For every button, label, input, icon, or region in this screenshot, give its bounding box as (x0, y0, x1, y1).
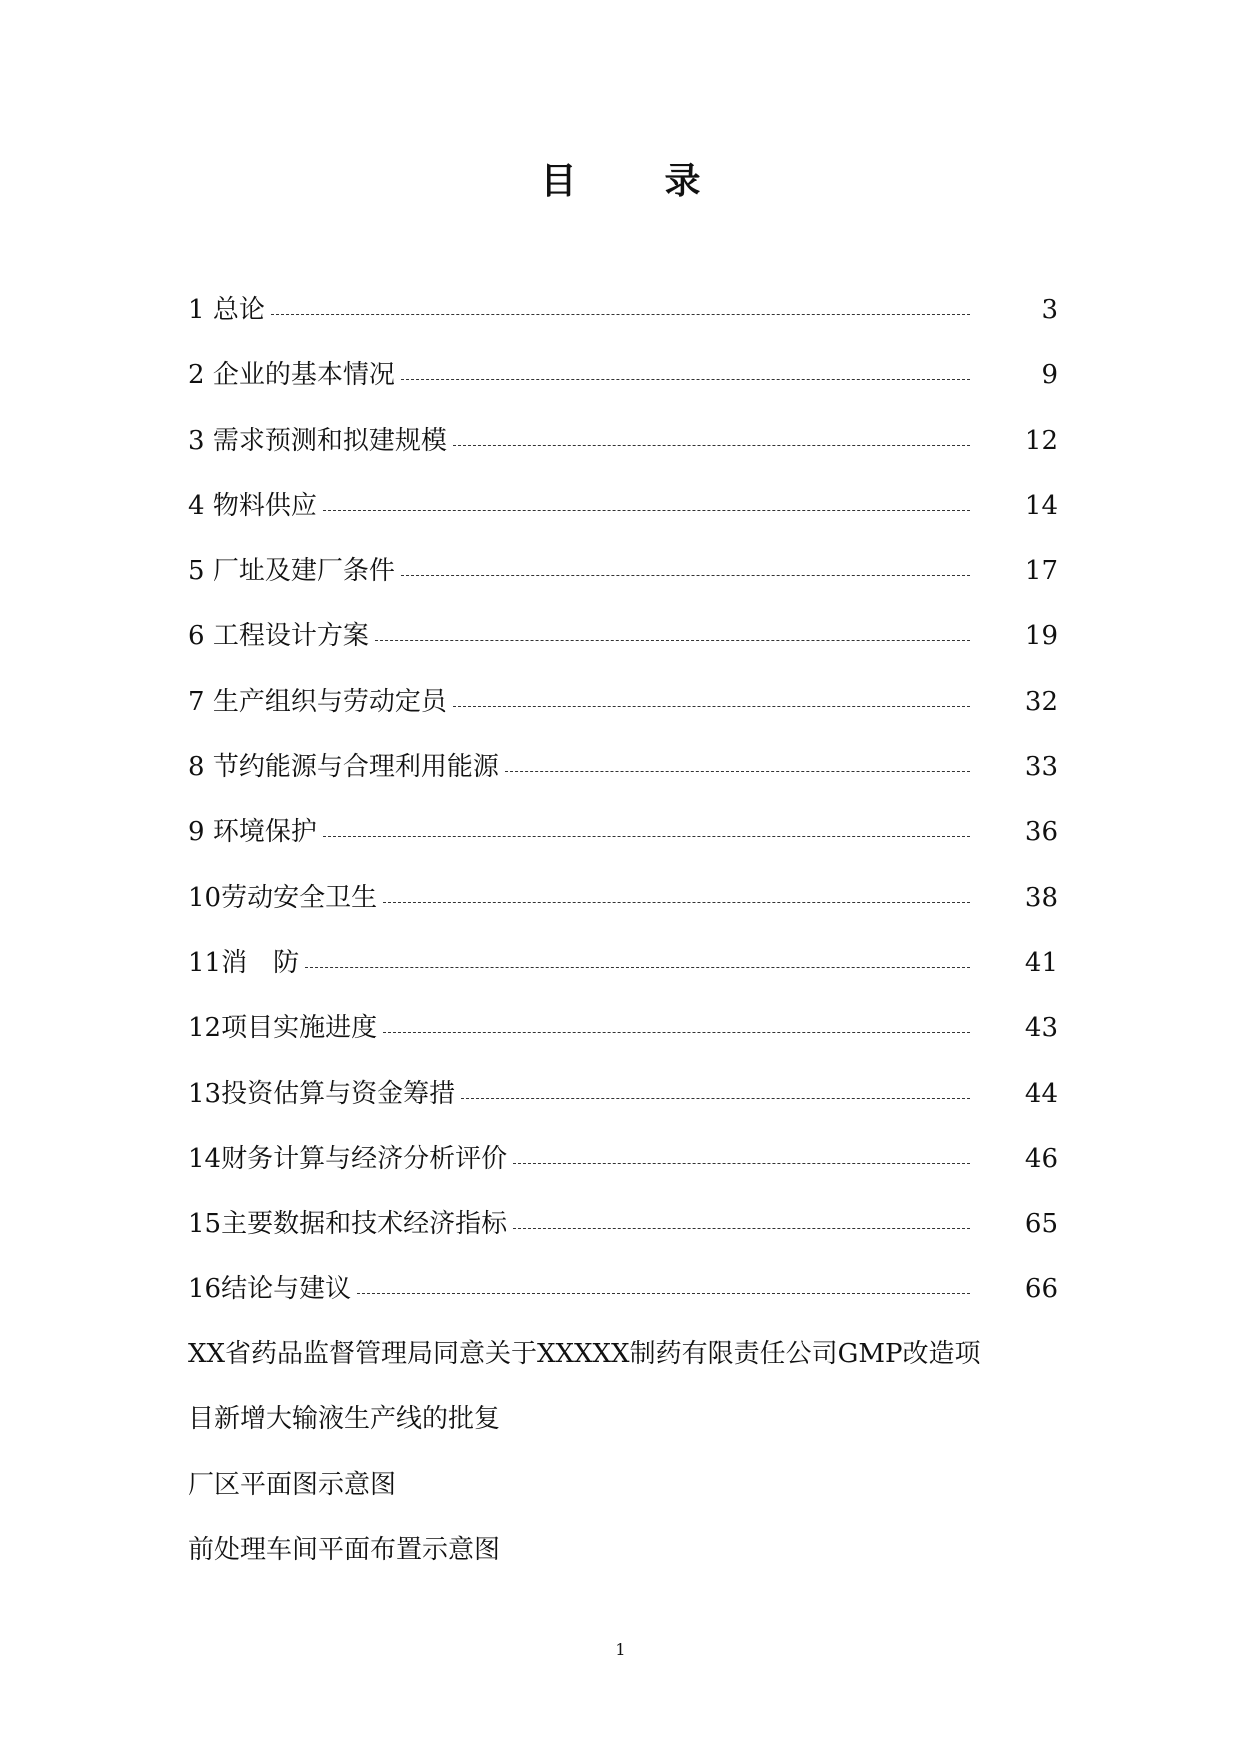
toc-dot-leader (375, 640, 970, 641)
toc-dot-leader (461, 1098, 970, 1099)
toc-entry-page: 33 (1024, 752, 1058, 783)
toc-entry-page: 12 (1024, 425, 1058, 456)
toc-dot-leader (401, 379, 970, 380)
toc-entry[interactable] (188, 1008, 1058, 1073)
toc-entry[interactable] (188, 1204, 1058, 1269)
toc-dot-leader (513, 1228, 970, 1229)
title-char-1: 目 (540, 161, 577, 202)
toc-entry-title: 结论与建议 (221, 1274, 352, 1305)
toc-entry[interactable] (188, 616, 1058, 681)
toc-dot-leader (453, 445, 970, 446)
toc-entry-number: 10 (188, 882, 222, 913)
toc-entry-number: 15 (188, 1209, 222, 1240)
toc-entry[interactable] (188, 1139, 1058, 1204)
toc-entry-title: 消 防 (221, 947, 300, 978)
toc-dot-leader (323, 510, 970, 511)
toc-entry[interactable] (188, 486, 1058, 551)
toc-entry[interactable] (188, 747, 1058, 812)
page-title (0, 162, 1241, 202)
toc-entry[interactable] (188, 551, 1058, 616)
toc-entry-number: 5 (188, 556, 213, 587)
toc-entry-number: 6 (188, 621, 213, 652)
toc-entry-page: 32 (1024, 686, 1058, 717)
toc-entry-title: 项目实施进度 (221, 1013, 378, 1044)
toc-entry-title: 物料供应 (212, 490, 317, 521)
toc-entry-title: 财务计算与经济分析评价 (221, 1143, 508, 1174)
toc-entry-number: 12 (188, 1013, 222, 1044)
toc-dot-leader (505, 771, 970, 772)
toc-entry-page: 3 (1041, 295, 1058, 325)
toc-entry-title: 劳动安全卫生 (221, 882, 378, 913)
appendix-line: 目新增大输液生产线的批复 (188, 1404, 501, 1435)
toc-entry-title: 生产组织与劳动定员 (212, 686, 447, 717)
toc-entry[interactable] (188, 290, 1058, 355)
toc-entry-page: 43 (1024, 1013, 1058, 1044)
toc-entry[interactable] (188, 943, 1058, 1008)
toc-dot-leader (383, 902, 970, 903)
toc-entry-title: 投资估算与资金筹措 (221, 1078, 456, 1109)
toc-entry-title: 环境保护 (212, 817, 317, 848)
toc-entry-number: 4 (188, 490, 213, 521)
toc-entry-title: 主要数据和技术经济指标 (221, 1209, 508, 1240)
toc-entry-number: 14 (188, 1143, 222, 1174)
appendix-line: 前处理车间平面布置示意图 (188, 1534, 501, 1565)
appendix-list (188, 1334, 1068, 1595)
toc-dot-leader (401, 575, 970, 576)
toc-dot-leader (513, 1163, 970, 1164)
toc-entry-page: 44 (1024, 1078, 1058, 1109)
toc-entry-page: 65 (1024, 1209, 1058, 1240)
toc-entry[interactable] (188, 1074, 1058, 1139)
toc-entry-page: 41 (1024, 947, 1058, 978)
toc-entry-number: 11 (188, 947, 222, 978)
toc-entry-title: 企业的基本情况 (212, 360, 395, 391)
toc-entry-title: 厂址及建厂条件 (212, 556, 395, 587)
toc-entry-number: 9 (188, 817, 213, 848)
toc-entry-number: 3 (188, 425, 213, 456)
toc-entry-page: 38 (1024, 882, 1058, 913)
appendix-line: XX省药品监督管理局同意关于XXXXX制药有限责任公司GMP改造项 (188, 1339, 981, 1369)
toc-entry-page: 19 (1024, 621, 1058, 652)
toc-entry-title: 节约能源与合理利用能源 (212, 752, 499, 783)
toc-entry-page: 9 (1041, 360, 1058, 391)
toc-entry-page: 14 (1024, 490, 1058, 521)
toc-dot-leader (357, 1293, 970, 1294)
page-number: 1 (615, 1640, 626, 1659)
toc-entry-title: 需求预测和拟建规模 (212, 425, 447, 456)
toc-entry-page: 46 (1024, 1143, 1058, 1174)
toc-dot-leader (383, 1032, 970, 1033)
toc-entry-page: 36 (1024, 817, 1058, 848)
toc-dot-leader (305, 967, 970, 968)
table-of-contents (188, 290, 1058, 1335)
toc-entry-number: 13 (188, 1078, 222, 1109)
toc-dot-leader (271, 314, 970, 315)
toc-entry-number: 8 (188, 752, 213, 783)
toc-entry-number: 7 (188, 686, 213, 717)
toc-entry[interactable] (188, 812, 1058, 877)
toc-dot-leader (453, 706, 970, 707)
toc-entry-page: 66 (1024, 1274, 1058, 1305)
appendix-line: 厂区平面图示意图 (188, 1469, 397, 1500)
toc-entry-title: 总论 (212, 295, 265, 325)
toc-entry[interactable] (188, 1269, 1058, 1334)
title-char-2: 录 (664, 161, 701, 202)
toc-dot-leader (323, 836, 970, 837)
toc-entry-page: 17 (1024, 556, 1058, 587)
toc-entry-number: 2 (188, 360, 213, 391)
toc-entry-number: 1 (188, 295, 213, 325)
toc-entry[interactable] (188, 421, 1058, 486)
toc-entry[interactable] (188, 355, 1058, 420)
toc-entry[interactable] (188, 682, 1058, 747)
toc-entry-number: 16 (188, 1274, 222, 1305)
toc-entry[interactable] (188, 878, 1058, 943)
toc-entry-title: 工程设计方案 (212, 621, 369, 652)
